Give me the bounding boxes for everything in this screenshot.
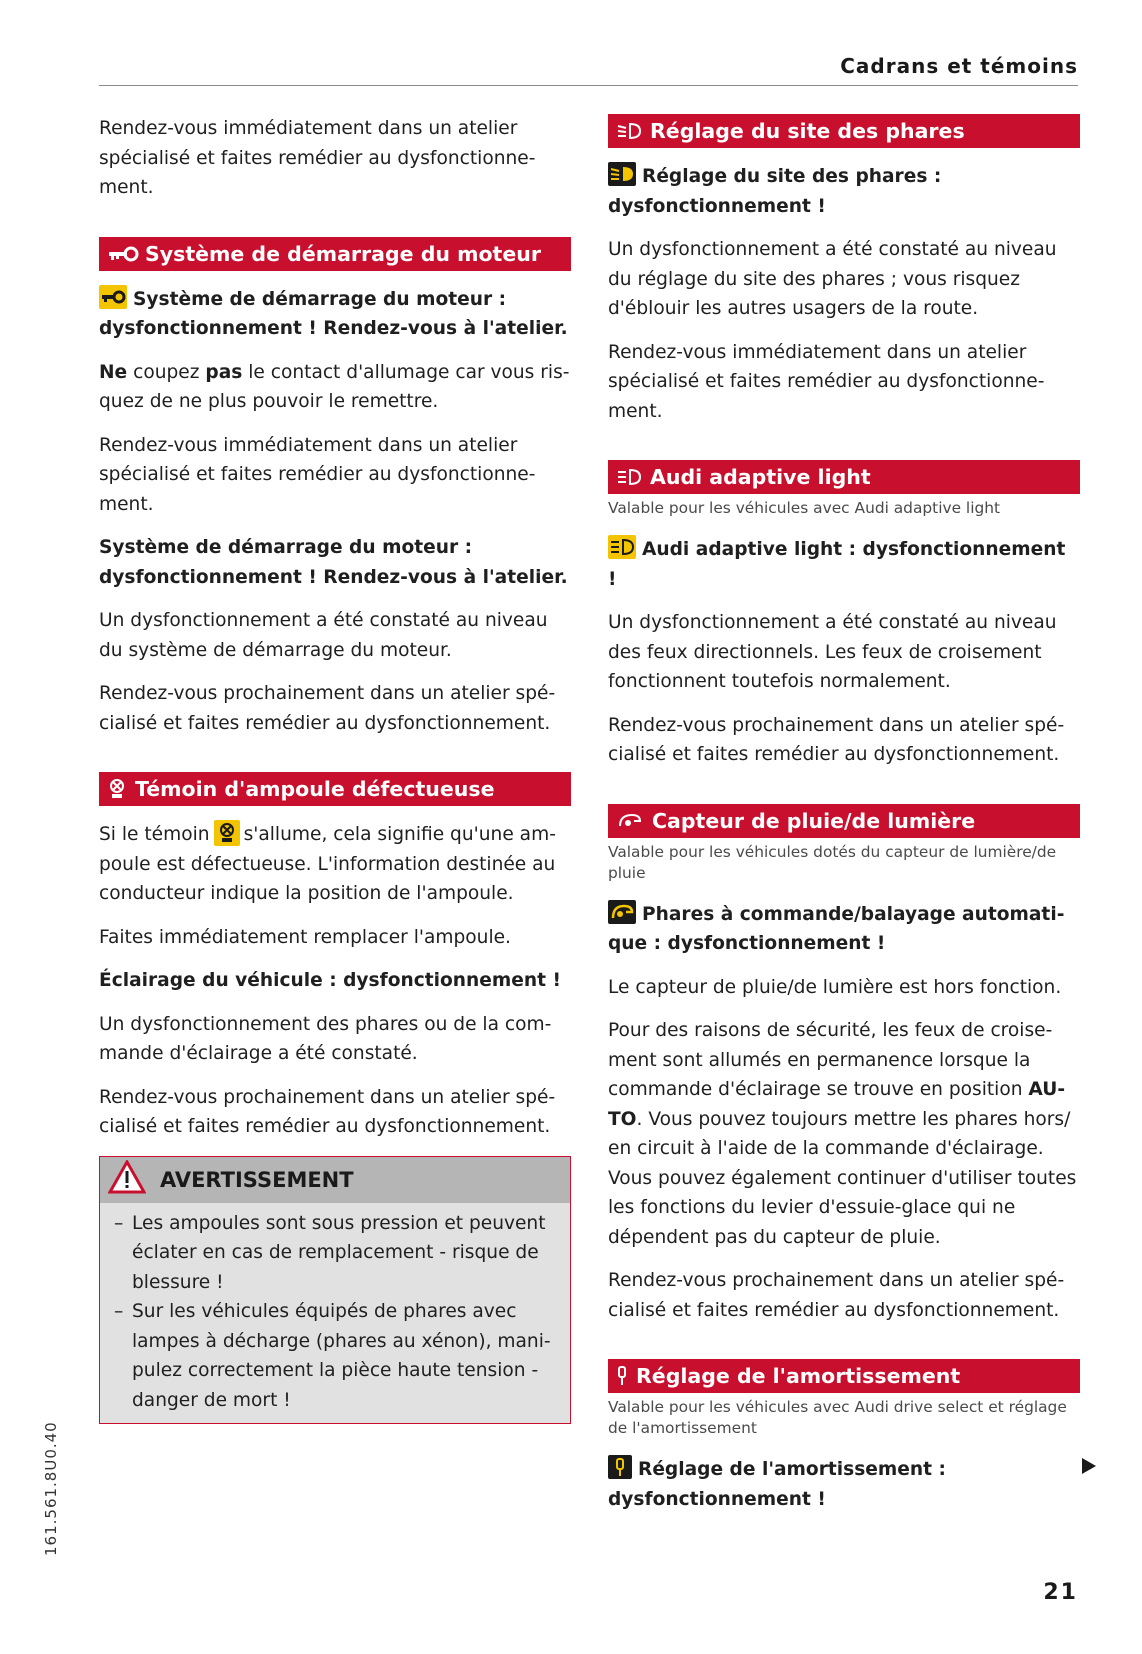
bulb-p2: Faites immédiatement remplacer l'ampoule. — [99, 926, 511, 948]
section-title: Capteur de pluie/de lumière — [652, 808, 976, 833]
section-header-starter — [99, 237, 571, 271]
warning-triangle-icon — [108, 1160, 146, 1199]
range-p2: Rendez-vous immédiatement dans un atelier spécialisé et faites remédier au dysfonctionnement. — [608, 341, 1045, 422]
adaptive-p1: Un dysfonctionnement a été constaté au niveau des feux directionnels. Les feux de croisement fonctionnent toutefois normalement. — [608, 612, 1057, 692]
section-header-headlight-range — [608, 114, 1080, 148]
starter-p1 — [99, 358, 571, 417]
range-p1: Un dysfonctionnement a été constaté au niveau du réglage du site des phares ; vous risquez d'éblouir les autres usagers de la route. — [608, 239, 1057, 319]
section-title: Audi adaptive light — [650, 465, 871, 489]
rain-alert — [608, 900, 1080, 959]
right-column — [608, 114, 1080, 1528]
bulb-p4: Un dysfonctionnement des phares ou de la commande d'éclairage a été constaté. — [99, 1013, 552, 1064]
bulb-p1 — [99, 820, 571, 909]
damper-warning-icon — [608, 1455, 632, 1479]
bulb-icon — [107, 778, 129, 800]
key-warning-icon — [99, 285, 127, 309]
warning-title: AVERTISSEMENT — [160, 1167, 354, 1192]
starter-alert-text: Système de démarrage du moteur : dysfonctionnement ! Rendez-vous à l'atelier. — [99, 288, 568, 339]
text-span: . Vous pouvez toujours mettre les phares hors/ en circuit à l'aide de la commande d'éclairage. Vous pouvez également continuer d'utiliser toutes les fonctions du levier d'essuie-glace qui ne dépendent pas du capteur de pluie. — [608, 1108, 1077, 1248]
rain-alert-text: Phares à commande/balayage automatique : dysfonctionnement ! — [608, 903, 1065, 954]
section-title: Réglage du site des phares — [650, 119, 965, 143]
rain-p2 — [608, 1016, 1080, 1252]
range-alert-text: Réglage du site des phares : dysfonctionnement ! — [608, 166, 942, 217]
headlight-range-icon — [616, 120, 644, 142]
adaptive-alert — [608, 535, 1080, 594]
text-span: Si le témoin — [99, 824, 210, 845]
section-title: Témoin d'ampoule défectueuse — [135, 777, 495, 801]
adaptive-p2: Rendez-vous prochainement dans un atelier spécialisé et faites remédier au dysfonctionnement. — [608, 714, 1065, 765]
starter-p2: Rendez-vous immédiatement dans un atelier spécialisé et faites remédier au dysfonctionnement. — [99, 434, 536, 515]
starter-alert — [99, 285, 571, 344]
section-header-adaptive-light — [608, 460, 1080, 494]
text-span: Pour des raisons de sécurité, les feux de croisement sont allumés en permanence lorsque la commande d'éclairage se trouve en position — [608, 1020, 1053, 1100]
headlight-range-warning-icon — [608, 162, 636, 186]
damping-alert — [608, 1455, 1080, 1514]
warning-header — [100, 1157, 570, 1203]
intro-paragraph: Rendez-vous immédiatement dans un atelier spécialisé et faites remédier au dysfonctionnement. — [99, 118, 536, 198]
bulb-warning-icon — [214, 820, 240, 846]
text-span: s'allume, cela signifie qu'une ampoule est défectueuse. L'information destinée au conducteur indique la position de l'ampoule. — [99, 824, 556, 904]
applicability-note: Valable pour les véhicules dotés du capteur de lumière/de pluie — [608, 842, 1057, 882]
key-icon — [107, 243, 139, 265]
section-header-rain-sensor — [608, 804, 1080, 838]
emph-auto: AUTO — [608, 1079, 1066, 1130]
section-header-damping — [608, 1359, 1080, 1393]
applicability-note: Valable pour les véhicules avec Audi adaptive light — [608, 499, 1001, 517]
continue-arrow-icon — [1082, 1458, 1096, 1474]
warning-item: – Sur les véhicules équipés de phares avec lampes à décharge (phares au xénon), manipulez correctement la pièce haute tension - danger de mort ! — [114, 1297, 560, 1415]
adaptive-light-icon — [616, 466, 644, 488]
rain-p1: Le capteur de pluie/de lumière est hors fonction. — [608, 976, 1062, 998]
rain-sensor-icon — [616, 810, 646, 832]
text-span: coupez — [127, 361, 206, 383]
text-span: le contact d'allumage car vous risquez de ne plus pouvoir le remettre. — [99, 361, 570, 412]
left-column — [99, 114, 571, 1424]
starter-p5: Rendez-vous prochainement dans un atelier spécialisé et faites remédier au dysfonctionnement. — [99, 683, 556, 734]
section-title: Système de démarrage du moteur — [145, 241, 541, 266]
damper-icon — [616, 1365, 630, 1387]
range-alert — [608, 162, 1080, 221]
document-code: 161.561.8U0.40 — [42, 1421, 60, 1556]
emph-ne: Ne — [99, 361, 128, 383]
rain-p3: Rendez-vous prochainement dans un atelier spécialisé et faites remédier au dysfonctionnement. — [608, 1270, 1065, 1321]
adaptive-alert-text: Audi adaptive light : dysfonctionnement ! — [608, 539, 1066, 590]
applicability-note: Valable pour les véhicules avec Audi drive select et réglage de l'amortissement — [608, 1398, 1067, 1437]
header-divider — [99, 85, 1078, 86]
section-header-bulb — [99, 772, 571, 806]
bulb-p3: Éclairage du véhicule : dysfonctionnement ! — [99, 970, 561, 991]
warning-box — [99, 1156, 571, 1425]
starter-p3: Système de démarrage du moteur : dysfonctionnement ! Rendez-vous à l'atelier. — [99, 537, 568, 588]
damping-alert-text: Réglage de l'amortissement : dysfonctionnement ! — [608, 1459, 946, 1510]
bulb-p5: Rendez-vous prochainement dans un atelier spécialisé et faites remédier au dysfonctionnement. — [99, 1086, 556, 1137]
warning-item: – Les ampoules sont sous pression et peuvent éclater en cas de remplacement - risque de blessure ! — [114, 1209, 560, 1298]
emph-pas: pas — [205, 361, 243, 383]
adaptive-light-warning-icon — [608, 535, 636, 559]
page-header-title: Cadrans et témoins — [840, 54, 1078, 78]
page-number: 21 — [1043, 1580, 1078, 1605]
starter-p4: Un dysfonctionnement a été constaté au niveau du système de démarrage du moteur. — [99, 610, 548, 661]
section-title: Réglage de l'amortissement — [636, 1364, 961, 1388]
warning-list — [100, 1203, 570, 1424]
rain-sensor-warning-icon — [608, 900, 636, 924]
